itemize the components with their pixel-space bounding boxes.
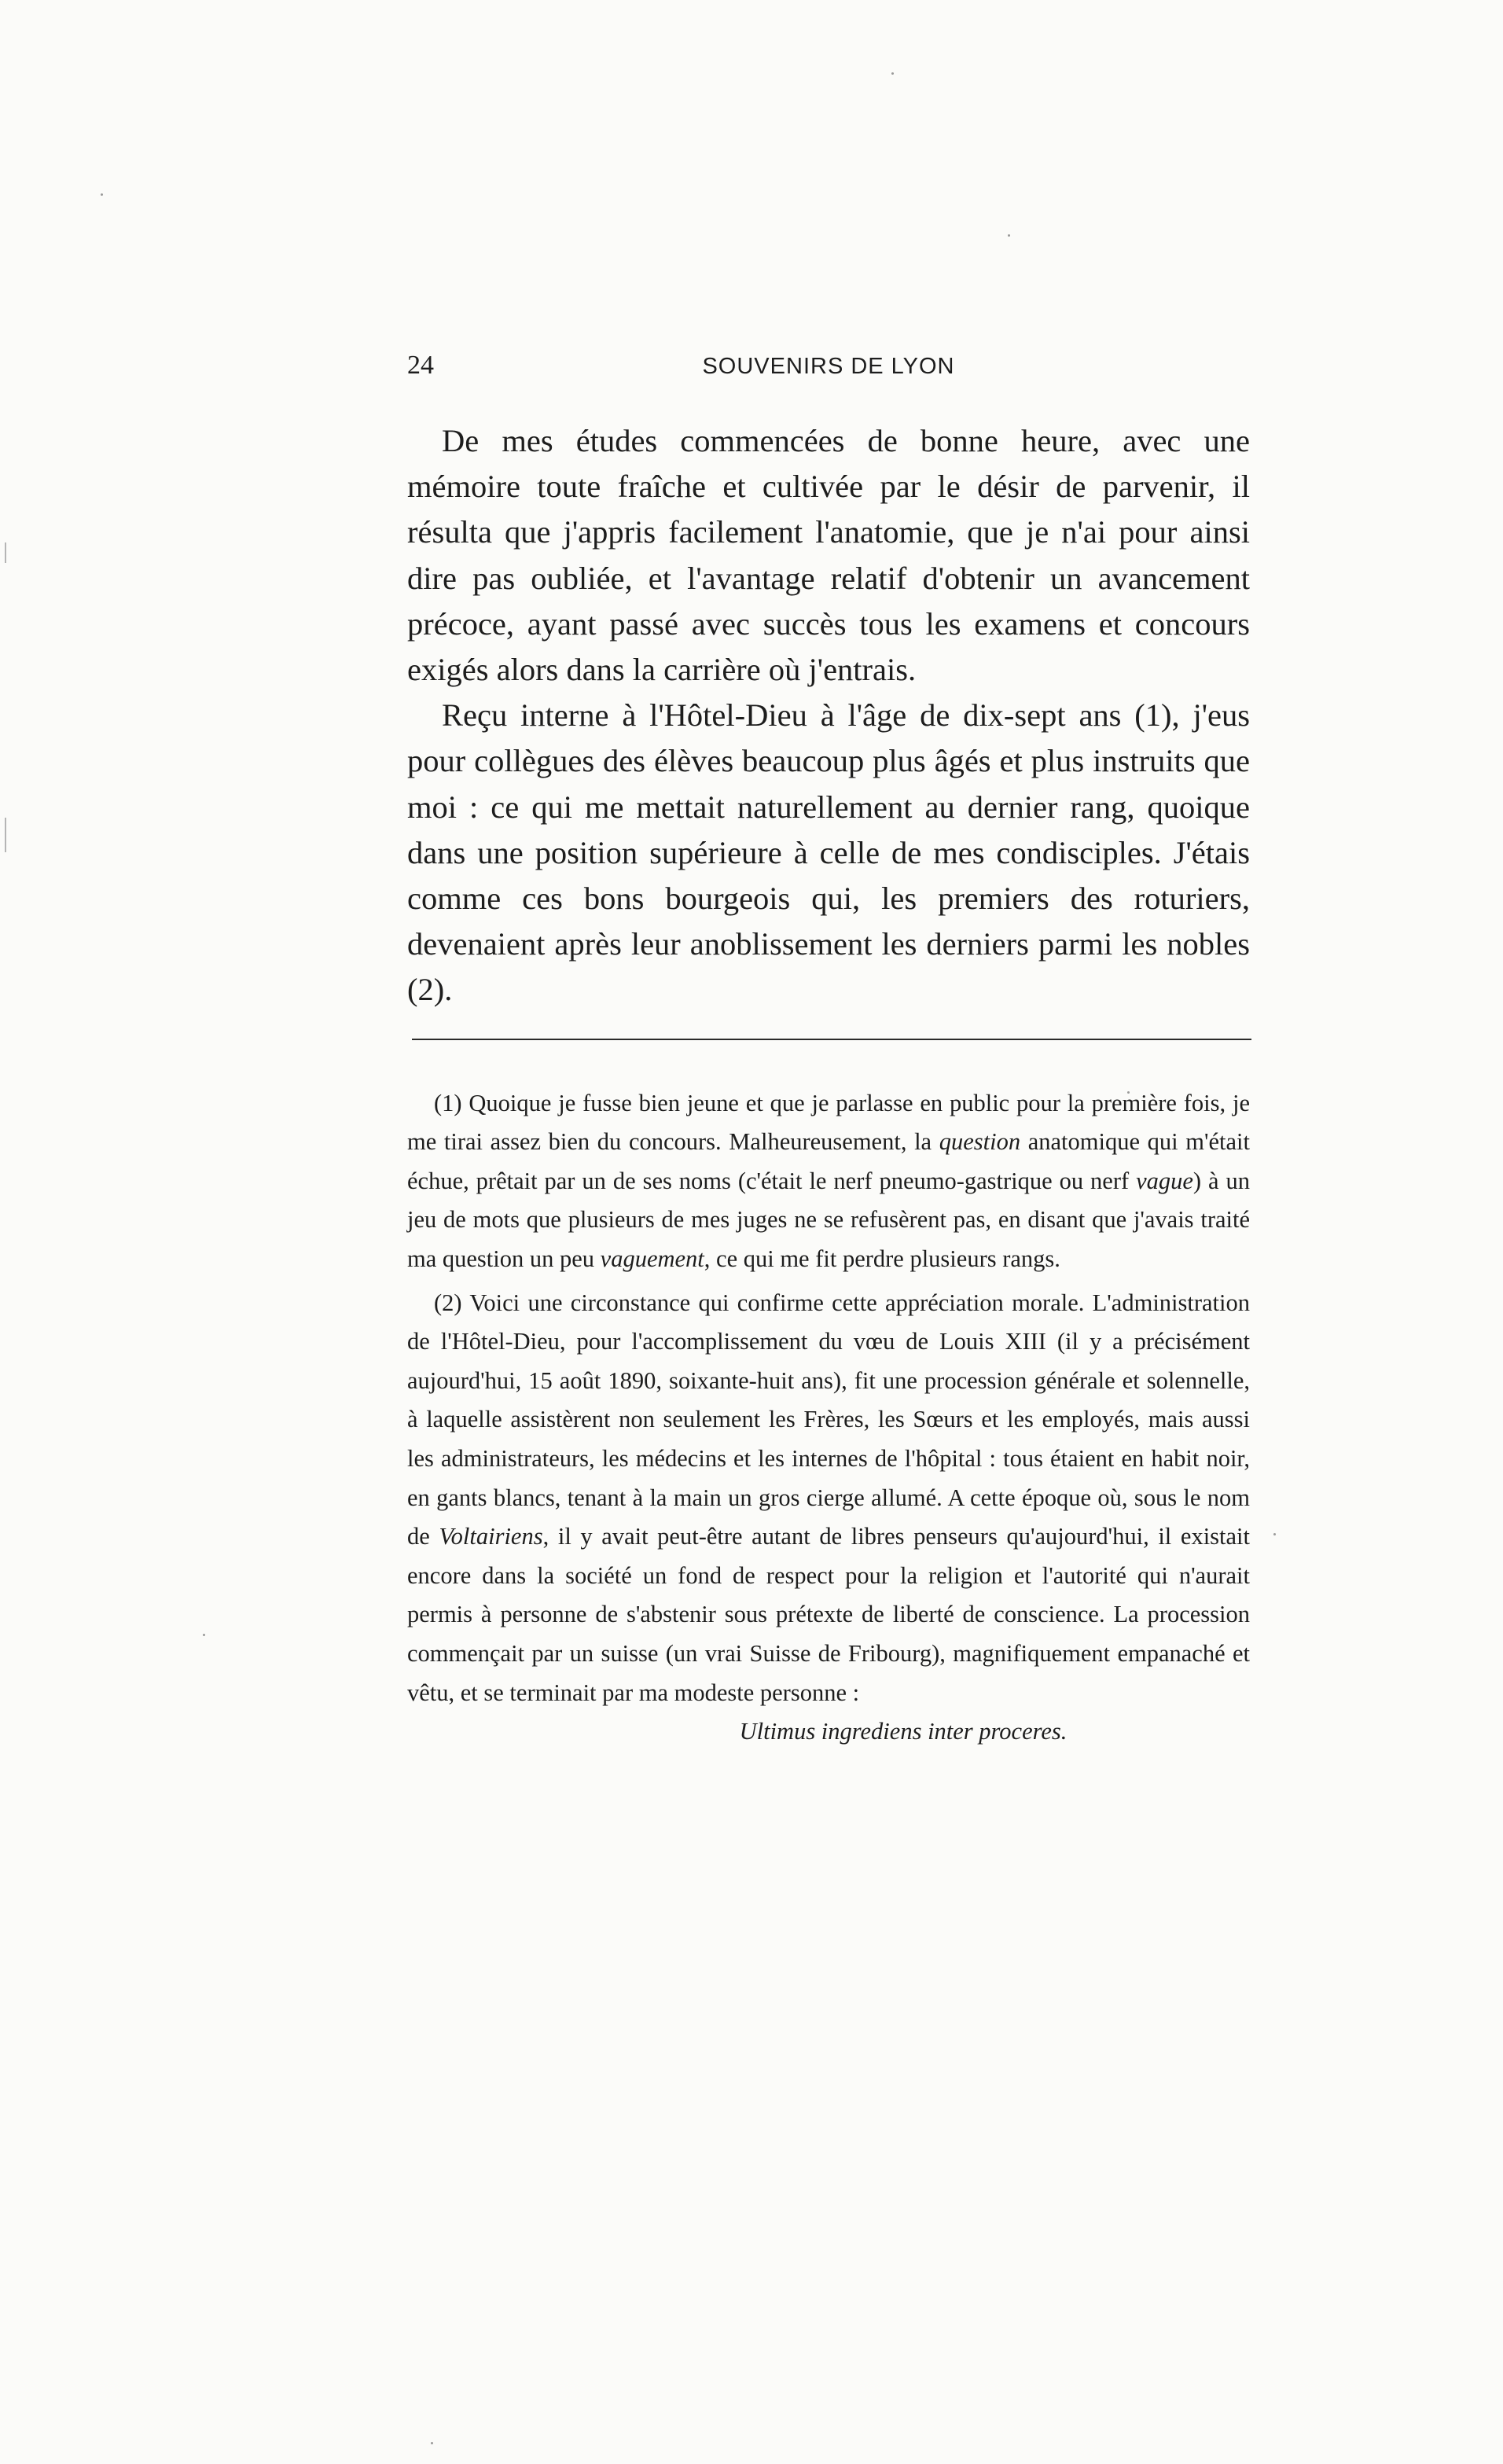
paragraph-2 bbox=[407, 693, 1250, 1013]
footnote-1-italic-vaguement: vaguement bbox=[600, 1245, 704, 1273]
page-number: 24 bbox=[407, 351, 434, 380]
footnote-1-text: , ce qui me fit perdre plusieurs rangs. bbox=[704, 1245, 1060, 1273]
latin-quote: Ultimus ingrediens inter proceres. bbox=[739, 1718, 1068, 1745]
speck bbox=[431, 2442, 433, 2444]
speck bbox=[101, 193, 103, 196]
footnote-1-text: anatomique qui m'était échue, prêtait par un de ses noms (c'était le nerf pneumo-gastrique ou nerf bbox=[407, 1128, 1250, 1194]
footnote-2-italic-voltairiens: Voltairiens bbox=[439, 1523, 543, 1550]
footnote-1 bbox=[407, 1084, 1250, 1279]
body-text bbox=[407, 418, 1250, 1013]
footnote-2 bbox=[407, 1284, 1250, 1713]
footnote-1-text: ) à un jeu de mots que plusieurs de mes juges ne se refusèrent pas, en disant que j'avais traité ma question un peu bbox=[407, 1167, 1250, 1273]
footnote-1-text: (1) Quoique je fusse bien jeune et que je parlasse en public pour la première fois, je me tirai assez bien du concours. Malheureusement, la bbox=[407, 1089, 1250, 1156]
speck bbox=[891, 72, 894, 75]
footnote-1-italic-vague: vague bbox=[1136, 1167, 1193, 1194]
footnotes bbox=[407, 1084, 1250, 1752]
footnote-2-text: , il y avait peut-être autant de libres penseurs qu'aujourd'hui, il existait encore dans la société un fond de respect pour la religion et l'autorité qui n'aurait permis à personne de s'abstenir sous prétexte de liberté de conscience. La procession commençait par un suisse (un vrai Suisse de Fribourg), magnifiquement empanaché et vêtu, et se terminait par ma modeste personne : bbox=[407, 1523, 1250, 1706]
footnote-2-text: (2) Voici une circonstance qui confirme cette appréciation morale. L'administration de l'Hôtel-Dieu, pour l'accomplissement du vœu de Louis XIII (il y a précisément aujourd'hui, 15 août 1890, soixante-huit ans), fit une procession générale et solennelle, à laquelle assistèrent non seulement les Frères, les Sœurs et les employés, mais aussi les administrateurs, les médecins et les internes de l'hôpital : tous étaient en habit noir, en gants blancs, tenant à la main un gros cierge allumé. A cette époque où, sous le nom de bbox=[407, 1289, 1250, 1550]
running-head bbox=[407, 346, 1250, 393]
book-page bbox=[407, 346, 1250, 1752]
paragraph-1-text: De mes études commencées de bonne heure, avec une mémoire toute fraîche et cultivée par le désir de parvenir, il résulta que j'appris facilement l'anatomie, que je n'ai pour ainsi dire pas oubliée, et l'avantage relatif d'obtenir un avancement précoce, ayant passé avec succès tous les examens et concours exigés alors dans la carrière où j'entrais. bbox=[407, 423, 1250, 688]
speck bbox=[203, 1634, 205, 1636]
paragraph-1 bbox=[407, 418, 1250, 693]
footnote-1-italic-question: question bbox=[939, 1128, 1021, 1156]
speck bbox=[1273, 1533, 1276, 1535]
running-title: SOUVENIRS DE LYON bbox=[702, 354, 955, 379]
paragraph-2-sentence-1: Reçu interne à l'Hôtel-Dieu à l'âge de dix-sept ans (1), j'eus pour collègues des élèves beaucoup plus âgés et plus instruits que moi : ce qui me mettait naturellement au dernier rang, quoique dans une position supérieure à celle de mes condisciples. bbox=[407, 697, 1250, 870]
edge-mark bbox=[5, 542, 6, 563]
footnote-rule bbox=[412, 1039, 1251, 1040]
edge-mark bbox=[5, 818, 6, 852]
paragraph-2-sentence-2: J'étais comme ces bons bourgeois qui, les premiers des roturiers, devenaient après leur anoblissement les derniers parmi les nobles (2). bbox=[407, 834, 1251, 1008]
speck bbox=[1008, 234, 1010, 237]
